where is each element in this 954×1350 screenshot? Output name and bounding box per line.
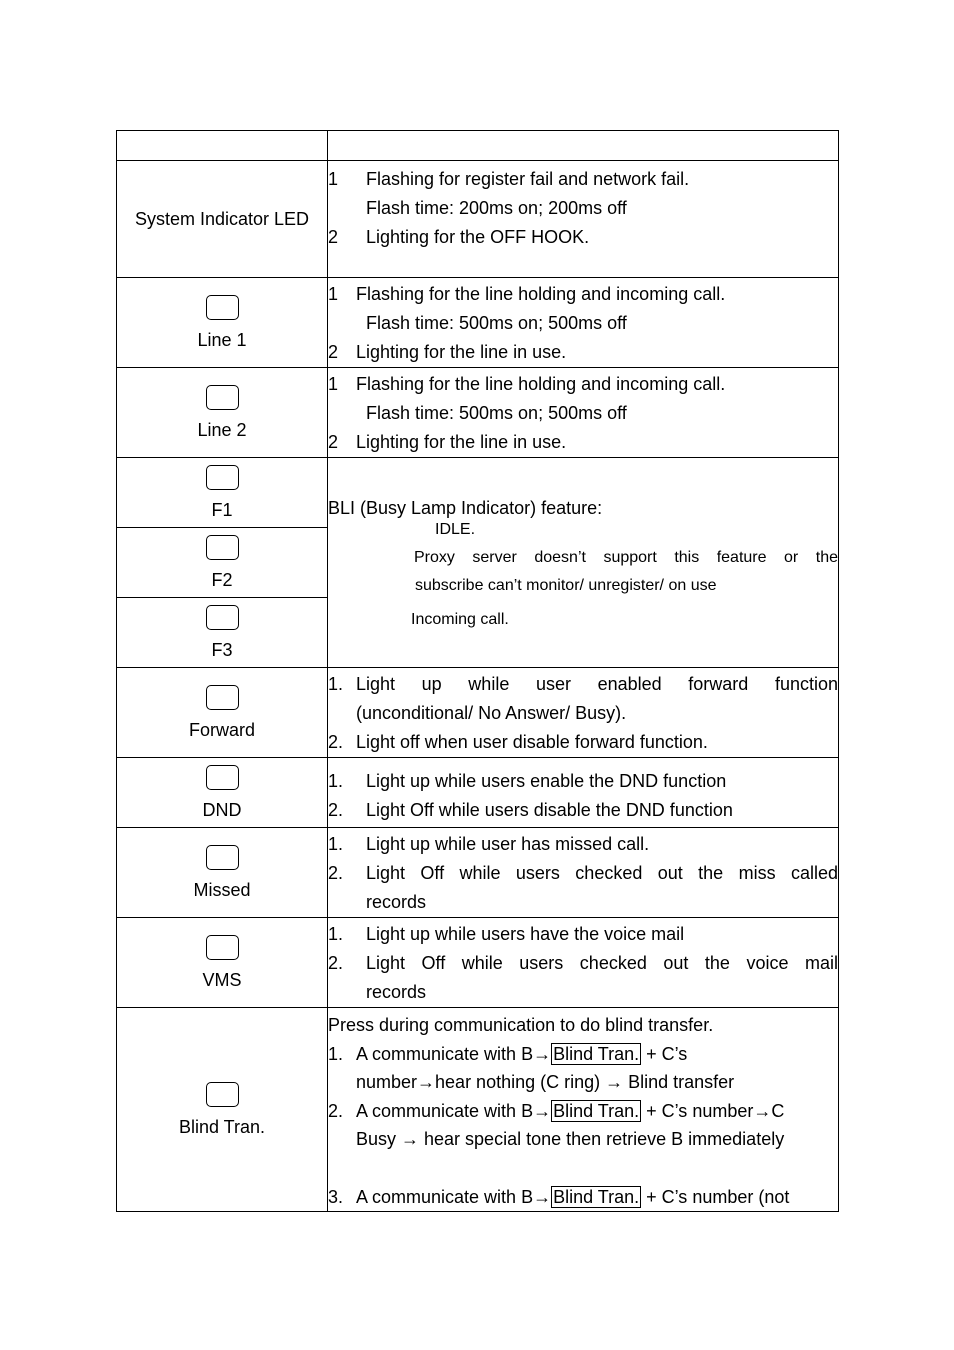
key-cell-f1 <box>117 458 328 528</box>
item-text: Flashing for the line holding and incoming call. <box>356 374 726 394</box>
item-text: Light up while user enabled forward function <box>356 674 838 694</box>
table-row-f1 <box>117 458 839 528</box>
key-label-forward: Forward <box>188 719 255 740</box>
desc-cell-forward <box>328 668 839 758</box>
table-row-system-led <box>117 161 839 278</box>
key-cell-system-led <box>117 161 328 278</box>
item-text: A communicate with B→ Blind Tran. + C’s number→C <box>356 1100 785 1121</box>
key-label-line2: Line 2 <box>197 419 247 440</box>
item-text: (unconditional/ No Answer/ Busy). <box>356 703 627 723</box>
item-number: 2. <box>328 799 344 820</box>
key-cell-blind-tran <box>117 1008 328 1212</box>
item-text: A communicate with B→ Blind Tran. + C’s <box>356 1043 688 1064</box>
key-cell-f3 <box>117 598 328 668</box>
vms-key-icon <box>206 935 239 960</box>
item-text: Flash time: 200ms on; 200ms off <box>366 198 627 218</box>
led-key-table <box>116 130 839 1212</box>
key-cell-f2 <box>117 528 328 598</box>
item-number: 2. <box>328 1100 344 1121</box>
item-number: 1. <box>328 1043 344 1064</box>
item-number: 2. <box>328 953 344 973</box>
desc-cell-system-led <box>328 161 839 278</box>
item-number: 2. <box>328 863 344 883</box>
header-cell-key <box>117 131 328 161</box>
item-number: 3. <box>328 1186 344 1207</box>
item-text: Light Off while users checked out the miss called <box>366 863 838 883</box>
key-label-f3: F3 <box>211 639 233 660</box>
table-row-forward <box>117 668 839 758</box>
desc-cell-line2 <box>328 368 839 458</box>
line2-key-icon <box>206 385 239 410</box>
key-label-system-led: System Indicator LED <box>134 208 310 229</box>
blind-tran-key-label: Blind Tran. <box>553 1043 640 1064</box>
key-cell-vms <box>117 918 328 1008</box>
desc-cell-line1 <box>328 278 839 368</box>
item-text: Light off when user disable forward function. <box>356 732 708 752</box>
line1-key-icon <box>206 295 239 320</box>
item-number: 2 <box>328 227 339 247</box>
item-text: Flash time: 500ms on; 500ms off <box>366 403 627 423</box>
key-cell-line2 <box>117 368 328 458</box>
bli-title: BLI (Busy Lamp Indicator) feature: <box>328 498 603 518</box>
item-text: Light up while users have the voice mail <box>366 924 685 944</box>
item-text: Light up while user has missed call. <box>366 834 650 854</box>
table-header-row <box>117 131 839 161</box>
desc-cell-dnd <box>328 758 839 828</box>
missed-key-icon <box>206 845 239 870</box>
item-number: 1 <box>328 284 339 304</box>
f1-key-icon <box>206 465 239 490</box>
item-text: Lighting for the line in use. <box>356 342 567 362</box>
item-text: Busy → hear special tone then retrieve B immediately <box>356 1129 785 1149</box>
item-number: 1. <box>328 924 344 944</box>
item-text: Flash time: 500ms on; 500ms off <box>366 313 627 333</box>
item-number: 1. <box>328 834 344 854</box>
key-label-dnd: DND <box>202 799 242 820</box>
key-label-line1: Line 1 <box>197 329 247 350</box>
f3-key-icon <box>206 605 239 630</box>
blind-tran-key-icon <box>206 1082 239 1107</box>
key-label-missed: Missed <box>193 879 251 900</box>
desc-cell-vms <box>328 918 839 1008</box>
item-number: 2 <box>328 432 339 452</box>
item-text: records <box>366 892 427 912</box>
table-row-vms <box>117 918 839 1008</box>
item-text: Flashing for the line holding and incoming call. <box>356 284 726 304</box>
bli-proxy-text-1: Proxy server doesn’t support this feature or the <box>414 549 838 566</box>
bli-proxy-text-2: subscribe can’t monitor/ unregister/ on use <box>415 577 717 594</box>
item-text: number→hear nothing (C ring) → Blind transfer <box>356 1072 735 1092</box>
item-number: 1. <box>328 770 344 791</box>
item-number: 1. <box>328 674 344 694</box>
key-label-vms: VMS <box>202 969 242 990</box>
dnd-key-icon <box>206 765 239 790</box>
item-number: 2. <box>328 732 344 752</box>
blind-tran-key-label: Blind Tran. <box>553 1186 640 1207</box>
key-cell-missed <box>117 828 328 918</box>
header-cell-description <box>328 131 839 161</box>
spacer <box>328 1154 838 1183</box>
forward-key-icon <box>206 685 239 710</box>
table-row-line1 <box>117 278 839 368</box>
item-number <box>328 194 366 223</box>
bli-idle-text: IDLE. <box>435 521 476 538</box>
table-row-blind-tran <box>117 1008 839 1212</box>
table-row-missed <box>117 828 839 918</box>
key-cell-line1 <box>117 278 328 368</box>
item-text: Light Off while users checked out the voice mail <box>366 953 838 973</box>
key-label-f2: F2 <box>211 569 233 590</box>
item-text: Light Off while users disable the DND function <box>366 799 733 820</box>
item-number: 1 <box>328 374 339 394</box>
item-text: A communicate with B→ Blind Tran. + C’s number (not <box>356 1186 790 1207</box>
table-row-dnd <box>117 758 839 828</box>
key-cell-dnd <box>117 758 328 828</box>
item-text: Lighting for the line in use. <box>356 432 567 452</box>
desc-cell-missed <box>328 828 839 918</box>
key-label-blind-tran: Blind Tran. <box>178 1116 266 1137</box>
blind-tran-key-label: Blind Tran. <box>553 1100 640 1121</box>
item-number: 2 <box>328 342 339 362</box>
item-text: Lighting for the OFF HOOK. <box>366 227 590 247</box>
key-label-f1: F1 <box>211 499 233 520</box>
key-cell-forward <box>117 668 328 758</box>
item-text: Flashing for register fail and network fail. <box>366 169 690 189</box>
bli-incoming-text: Incoming call. <box>411 611 509 628</box>
item-number: 1 <box>328 169 339 189</box>
f2-key-icon <box>206 535 239 560</box>
table-row-line2 <box>117 368 839 458</box>
desc-cell-bli <box>328 458 839 668</box>
desc-cell-blind-tran <box>328 1008 839 1212</box>
item-text: Light up while users enable the DND function <box>366 770 727 791</box>
item-text: records <box>366 982 427 1002</box>
blind-intro-text: Press during communication to do blind transfer. <box>328 1015 714 1035</box>
